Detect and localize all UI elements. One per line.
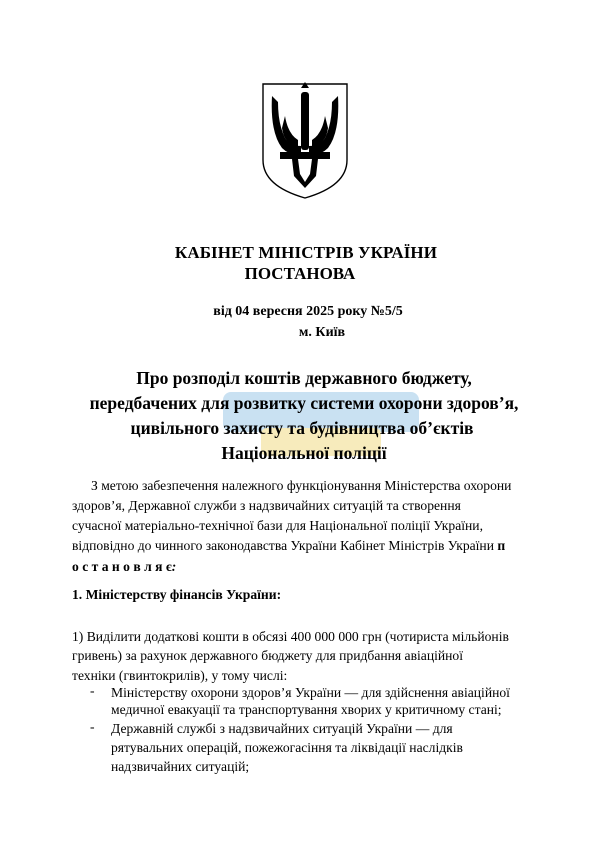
resolves-colon: : bbox=[171, 559, 177, 574]
section-1-heading: 1. Міністерству фінансів України: bbox=[72, 587, 282, 602]
bullet-1-line-2: медичної евакуації та транспортування хворих у критичному стані; bbox=[111, 702, 502, 717]
issuer-heading: КАБІНЕТ МІНІСТРІВ УКРАЇНИ bbox=[174, 243, 438, 262]
preamble-line-5 bbox=[72, 557, 176, 577]
city-line: м. Київ bbox=[298, 325, 346, 340]
bullet-1-dash: - bbox=[90, 683, 95, 698]
paragraph-1-line-1: 1) Виділити додаткові кошти в обсязі 400 000 000 грн (чотириста мільйонів bbox=[72, 629, 509, 644]
preamble-line-2: здоров’я, Державної служби з надзвичайних ситуацій та створення bbox=[72, 498, 461, 513]
resolves-word: о с т а н о в л я є bbox=[72, 559, 172, 574]
title-line-1: Про розподіл коштів державного бюджету, bbox=[136, 368, 472, 388]
bullet-2-dash: - bbox=[90, 719, 95, 734]
title-line-4: Національної поліції bbox=[221, 443, 387, 463]
trident-coat-of-arms-icon bbox=[260, 82, 350, 200]
title-line-2: передбачених для розвитку системи охорони здоров’я, bbox=[89, 393, 519, 413]
preamble-line-3: сучасної матеріально-технічної бази для Національної поліції України, bbox=[72, 518, 483, 533]
preamble-line-4-text: відповідно до чинного законодавства України Кабінет Міністрів України bbox=[72, 538, 498, 553]
bullet-2-line-3: надзвичайних ситуацій; bbox=[111, 759, 250, 774]
preamble-line-1: З метою забезпечення належного функціонування Міністерства охорони bbox=[91, 478, 512, 493]
preamble-line-4-bold: п bbox=[497, 538, 506, 553]
paragraph-1-line-2: гривень) за рахунок державного бюджету для придбання авіаційної bbox=[72, 648, 463, 663]
date-line: від 04 вересня 2025 року №5/5 bbox=[213, 304, 403, 319]
document-type-heading: ПОСТАНОВА bbox=[244, 264, 356, 283]
bullet-2-line-2: рятувальних операцій, пожежогасіння та ліквідації наслідків bbox=[111, 740, 463, 755]
bullet-2-line-1: Державній службі з надзвичайних ситуацій України — для bbox=[111, 721, 453, 736]
bullet-1-line-1: Міністерству охорони здоров’я України — для здійснення авіаційної bbox=[111, 685, 510, 700]
preamble-line-4 bbox=[72, 536, 505, 556]
title-line-3: цивільного захисту та будівництва об’єктів bbox=[130, 418, 474, 438]
paragraph-1-line-3: техніки (гвинтокрилів), у тому числі: bbox=[72, 668, 288, 683]
